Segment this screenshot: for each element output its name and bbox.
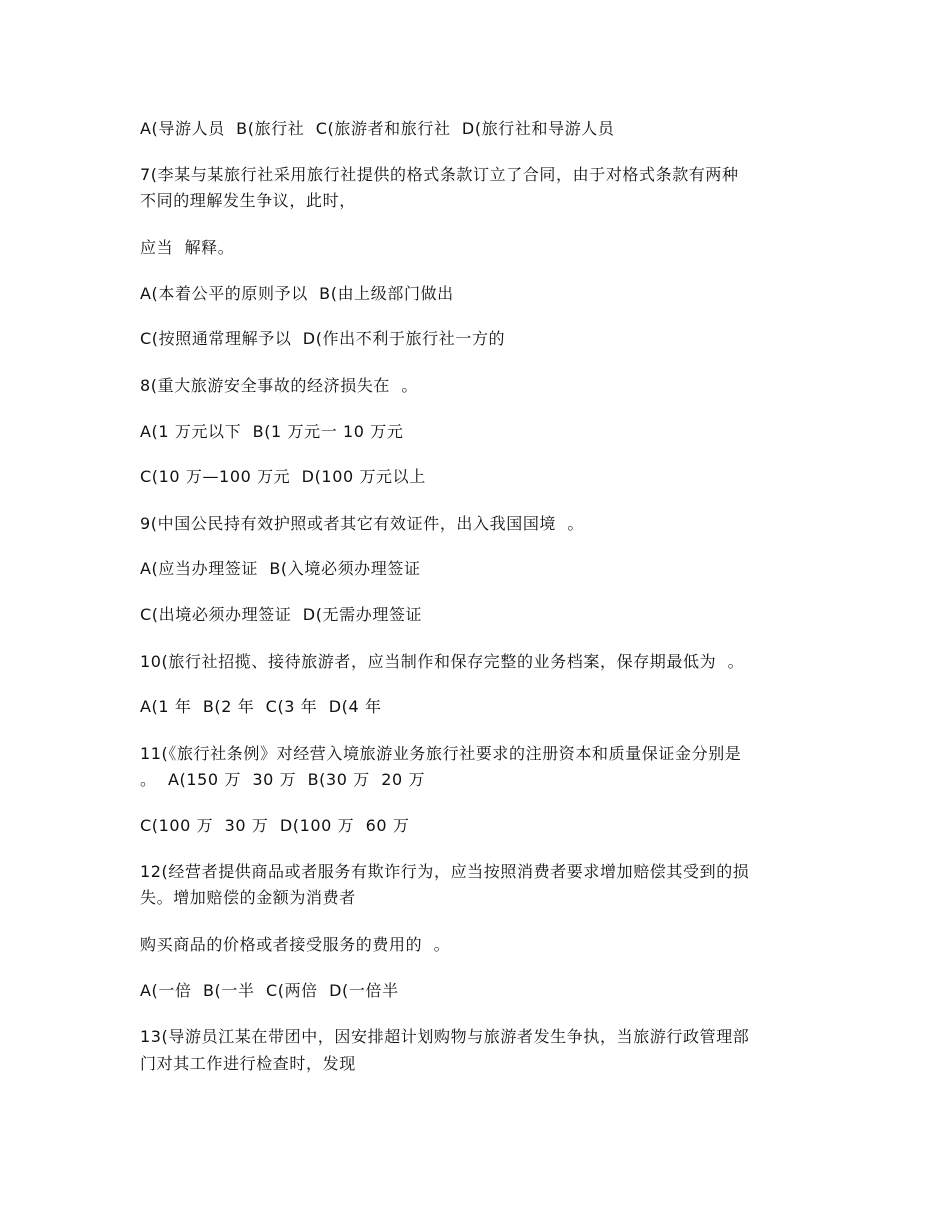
question-13-line-1: 13(导游员江某在带团中，因安排超计划购物与旅游者发生争执，当旅游行政管理部 — [140, 1027, 750, 1046]
question-13-line-2: 门对其工作进行检查时，发现 — [140, 1054, 356, 1073]
answer-options-q12: A(一倍 B(一半 C(两倍 D(一倍半 — [140, 981, 399, 1000]
answer-options-q11-cd: C(100 万 30 万 D(100 万 60 万 — [140, 816, 410, 835]
question-9: 9(中国公民持有效护照或者其它有效证件，出入我国国境 。 — [140, 514, 584, 533]
answer-options-q8-ab: A(1 万元以下 B(1 万元一 10 万元 — [140, 422, 404, 441]
question-8: 8(重大旅游安全事故的经济损失在 。 — [140, 376, 418, 395]
question-11-line-2: 。 A(150 万 30 万 B(30 万 20 万 — [140, 770, 426, 789]
answer-options-q9-ab: A(应当办理签证 B(入境必须办理签证 — [140, 559, 421, 578]
question-12-line-3: 购买商品的价格或者接受服务的费用的 。 — [140, 935, 451, 954]
answer-options-q8-cd: C(10 万—100 万元 D(100 万元以上 — [140, 467, 426, 486]
question-12-line-1: 12(经营者提供商品或者服务有欺诈行为，应当按照消费者要求增加赔偿其受到的损 — [140, 862, 750, 881]
answer-options-q6: A(导游人员 B(旅行社 C(旅游者和旅行社 D(旅行社和导游人员 — [140, 119, 615, 138]
question-7-line-2: 不同的理解发生争议，此时， — [140, 191, 356, 210]
question-12-line-2: 失。增加赔偿的金额为消费者 — [140, 888, 356, 907]
answer-options-q7-cd: C(按照通常理解予以 D(作出不利于旅行社一方的 — [140, 329, 506, 348]
question-11-line-1: 11(《旅行社条例》对经营入境旅游业务旅行社要求的注册资本和质量保证金分别是 — [140, 744, 742, 763]
answer-options-q10: A(1 年 B(2 年 C(3 年 D(4 年 — [140, 697, 382, 716]
answer-options-q9-cd: C(出境必须办理签证 D(无需办理签证 — [140, 605, 423, 624]
question-10: 10(旅行社招揽、接待旅游者，应当制作和保存完整的业务档案，保存期最低为 。 — [140, 652, 745, 671]
answer-options-q7-ab: A(本着公平的原则予以 B(由上级部门做出 — [140, 284, 454, 303]
question-7-line-3: 应当 解释。 — [140, 238, 235, 257]
question-7-line-1: 7(李某与某旅行社采用旅行社提供的格式条款订立了合同，由于对格式条款有两种 — [140, 165, 739, 184]
